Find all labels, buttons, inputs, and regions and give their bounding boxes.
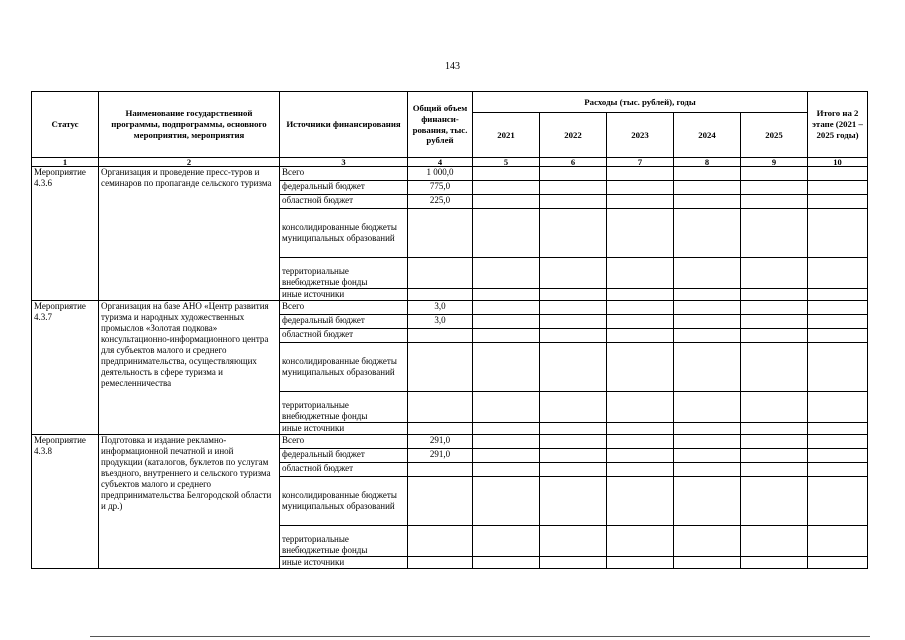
column-number: 9 xyxy=(741,158,808,167)
measure-status: Мероприятие 4.3.6 xyxy=(32,167,99,301)
total-cell xyxy=(408,423,473,435)
source-label: консолидированные бюджеты муниципальных образований xyxy=(280,209,408,258)
total-cell xyxy=(408,258,473,289)
source-label: Всего xyxy=(280,301,408,315)
total-cell xyxy=(408,557,473,569)
header-total: Общий объем финанси-рования, тыс. рублей xyxy=(408,92,473,158)
total-cell xyxy=(408,343,473,392)
column-number: 4 xyxy=(408,158,473,167)
total-cell xyxy=(408,289,473,301)
header-stage-total: Итого на 2 этапе (2021 – 2025 годы) xyxy=(808,92,868,158)
measure-block xyxy=(32,167,868,301)
total-cell xyxy=(408,392,473,423)
column-number: 2 xyxy=(99,158,280,167)
financing-table xyxy=(31,91,868,569)
column-number: 1 xyxy=(32,158,99,167)
measure-name: Подготовка и издание рекламно-информационной печатной и иной продукции (каталогов, буклетов по услугам въездного, внутреннего и сельского туризма субъектов малого и среднего предпринимательства Белгородской области и др.) xyxy=(99,435,280,569)
total-cell: 775,0 xyxy=(408,181,473,195)
header-year: 2023 xyxy=(607,113,674,158)
source-label: территориальные внебюджетные фонды xyxy=(280,258,408,289)
total-cell: 291,0 xyxy=(408,449,473,463)
column-number: 6 xyxy=(540,158,607,167)
total-cell xyxy=(408,477,473,526)
total-cell xyxy=(408,329,473,343)
source-label: консолидированные бюджеты муниципальных образований xyxy=(280,343,408,392)
measure-status: Мероприятие 4.3.8 xyxy=(32,435,99,569)
total-cell: 3,0 xyxy=(408,301,473,315)
measure-name: Организация и проведение пресс-туров и семинаров по пропаганде сельского туризма xyxy=(99,167,280,301)
table-row xyxy=(32,301,868,315)
header-expenses: Расходы (тыс. рублей), годы xyxy=(473,92,808,113)
measure-block xyxy=(32,301,868,435)
total-cell: 291,0 xyxy=(408,435,473,449)
source-label: иные источники xyxy=(280,557,408,569)
source-label: иные источники xyxy=(280,289,408,301)
table-row xyxy=(32,167,868,181)
column-number: 10 xyxy=(808,158,868,167)
source-label: иные источники xyxy=(280,423,408,435)
total-cell: 1 000,0 xyxy=(408,167,473,181)
source-label: областной бюджет xyxy=(280,463,408,477)
source-label: Всего xyxy=(280,435,408,449)
header-row xyxy=(32,92,868,113)
page-number: 143 xyxy=(445,61,460,72)
column-number: 3 xyxy=(280,158,408,167)
header-year: 2021 xyxy=(473,113,540,158)
total-cell xyxy=(408,463,473,477)
header-name: Наименование государственной программы, подпрограммы, основного мероприятия, мероприятия xyxy=(99,92,280,158)
total-cell: 225,0 xyxy=(408,195,473,209)
column-number: 5 xyxy=(473,158,540,167)
measure-name: Организация на базе АНО «Центр развития туризма и народных художественных промыслов «Золотая подкова» консультационно-информационного центра для субъектов малого и среднего предпринимательства, осуществляющих деятельность в сфере туризма и ремесленничества xyxy=(99,301,280,435)
measure-block xyxy=(32,435,868,569)
header-year: 2024 xyxy=(674,113,741,158)
footer-rule xyxy=(90,636,870,637)
source-label: федеральный бюджет xyxy=(280,315,408,329)
source-label: федеральный бюджет xyxy=(280,449,408,463)
source-label: консолидированные бюджеты муниципальных образований xyxy=(280,477,408,526)
column-number-row xyxy=(32,158,868,167)
header-source: Источники финансирования xyxy=(280,92,408,158)
table-row xyxy=(32,435,868,449)
source-label: территориальные внебюджетные фонды xyxy=(280,392,408,423)
column-number: 8 xyxy=(674,158,741,167)
total-cell xyxy=(408,526,473,557)
source-label: областной бюджет xyxy=(280,329,408,343)
source-label: Всего xyxy=(280,167,408,181)
source-label: федеральный бюджет xyxy=(280,181,408,195)
source-label: областной бюджет xyxy=(280,195,408,209)
measure-status: Мероприятие 4.3.7 xyxy=(32,301,99,435)
total-cell: 3,0 xyxy=(408,315,473,329)
total-cell xyxy=(408,209,473,258)
header-status: Статус xyxy=(32,92,99,158)
column-number: 7 xyxy=(607,158,674,167)
source-label: территориальные внебюджетные фонды xyxy=(280,526,408,557)
header-year: 2025 xyxy=(741,113,808,158)
header-year: 2022 xyxy=(540,113,607,158)
